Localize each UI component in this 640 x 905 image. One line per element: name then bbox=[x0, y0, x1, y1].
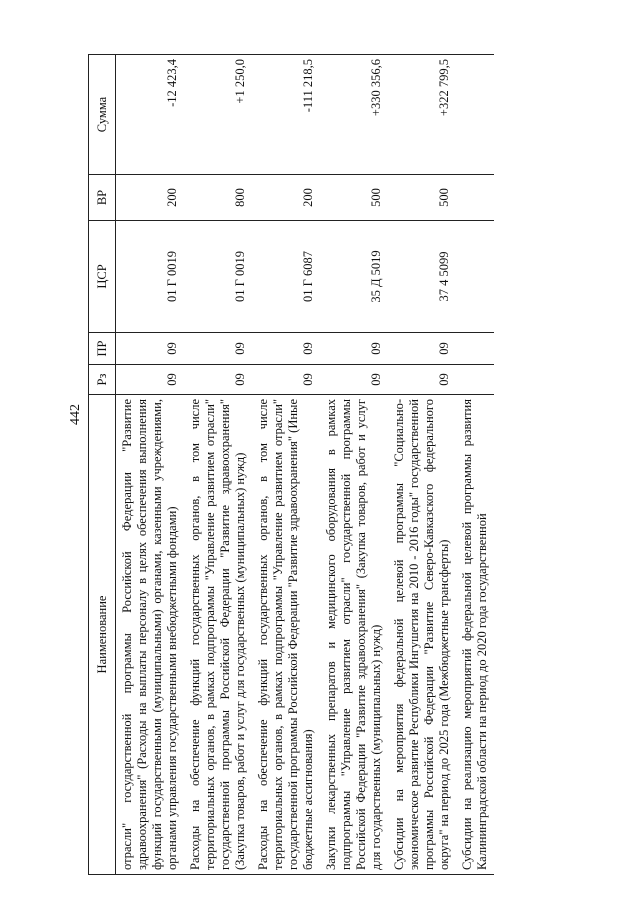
row-rz bbox=[456, 365, 494, 395]
header-sum: Сумма bbox=[89, 55, 116, 175]
row-csr: 01 Г 0019 bbox=[116, 221, 185, 333]
row-pr: 09 bbox=[116, 333, 185, 365]
page-number: 442 bbox=[68, 404, 83, 425]
row-name: Расходы на обеспечение функций государственных органов, в том числе территориальных органов, в рамках подпрограммы "Управление развитием отрасли" государственной программы Российской Федерации "Развитие здравоохранения" (Закупка товаров, работ и услуг для государственных (муниципальных) нужд) bbox=[184, 395, 252, 875]
row-vr: 500 bbox=[388, 175, 456, 221]
table-row bbox=[388, 55, 456, 875]
table-row bbox=[320, 55, 388, 875]
row-rz: 09 bbox=[252, 365, 320, 395]
row-csr: 01 Г 0019 bbox=[184, 221, 252, 333]
row-vr: 500 bbox=[320, 175, 388, 221]
row-sum bbox=[456, 55, 494, 175]
header-csr: ЦСР bbox=[89, 221, 116, 333]
row-pr: 09 bbox=[320, 333, 388, 365]
row-vr bbox=[456, 175, 494, 221]
row-csr: 35 Д 5019 bbox=[320, 221, 388, 333]
row-csr bbox=[456, 221, 494, 333]
header-pr: ПР bbox=[89, 333, 116, 365]
row-name: Закупки лекарственных препаратов и медицинского оборудования в рамках подпрограммы "Управление развитием отрасли" государственной программы Российской Федерации "Развитие здравоохранения" (Закупка товаров, работ и услуг для государственных (муниципальных) нужд) bbox=[320, 395, 388, 875]
row-pr bbox=[456, 333, 494, 365]
row-name: Субсидии на мероприятия федеральной целевой программы "Социально-экономическое развитие Республики Ингушетия на 2010 - 2016 годы" государственной программы Российской Федерации "Развитие Северо-Кавказского федерального округа" на период до 2025 года (Межбюджетные трансферты) bbox=[388, 395, 456, 875]
row-rz: 09 bbox=[388, 365, 456, 395]
row-name: Субсидии на реализацию мероприятий федеральной целевой программы развития Калининградской области на период до 2020 года государственной bbox=[456, 395, 494, 875]
row-csr: 37 4 5099 bbox=[388, 221, 456, 333]
table-row bbox=[456, 55, 494, 875]
row-sum: +322 799,5 bbox=[388, 55, 456, 175]
header-name: Наименование bbox=[89, 395, 116, 875]
row-pr: 09 bbox=[184, 333, 252, 365]
row-pr: 09 bbox=[388, 333, 456, 365]
row-vr: 800 bbox=[184, 175, 252, 221]
table-row bbox=[184, 55, 252, 875]
row-rz: 09 bbox=[184, 365, 252, 395]
budget-table bbox=[88, 54, 494, 875]
row-pr: 09 bbox=[252, 333, 320, 365]
table-row bbox=[252, 55, 320, 875]
row-vr: 200 bbox=[252, 175, 320, 221]
header-rz: Рз bbox=[89, 365, 116, 395]
row-sum: -12 423,4 bbox=[116, 55, 185, 175]
header-vr: ВР bbox=[89, 175, 116, 221]
row-sum: +330 356,6 bbox=[320, 55, 388, 175]
row-sum: -111 218,5 bbox=[252, 55, 320, 175]
row-rz: 09 bbox=[116, 365, 185, 395]
row-sum: +1 250,0 bbox=[184, 55, 252, 175]
row-vr: 200 bbox=[116, 175, 185, 221]
row-rz: 09 bbox=[320, 365, 388, 395]
row-csr: 01 Г 6087 bbox=[252, 221, 320, 333]
table-row bbox=[116, 55, 185, 875]
row-name: отрасли" государственной программы Российской Федерации "Развитие здравоохранения" (Расходы на выплаты персоналу в целях обеспечения выполнения функций государственными (муниципальными) органами, казенными учреждениями, органами управления государственными внебюджетными фондами) bbox=[116, 395, 185, 875]
row-name: Расходы на обеспечение функций государственных органов, в том числе территориальных органов, в рамках подпрограммы "Управление развитием отрасли" государственной программы Российской Федерации "Развитие здравоохранения" (Иные бюджетные ассигнования) bbox=[252, 395, 320, 875]
rotated-table-wrapper bbox=[68, 55, 618, 875]
table-header-row bbox=[89, 55, 116, 875]
